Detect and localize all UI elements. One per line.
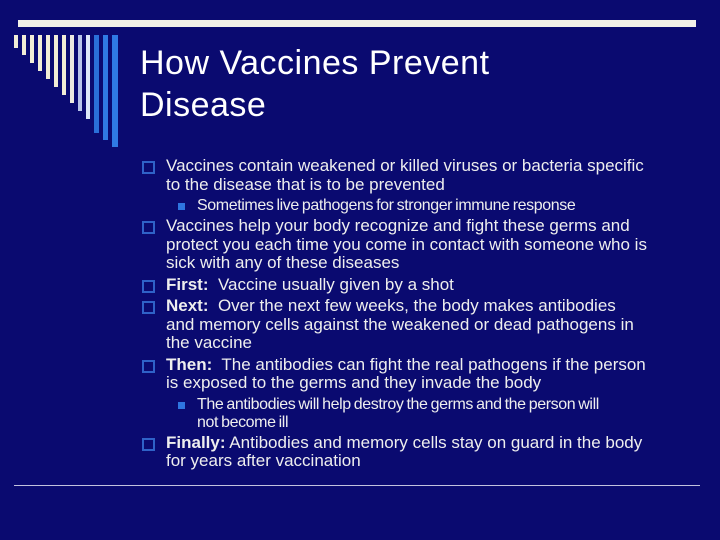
hollow-square-bullet-icon <box>142 280 155 293</box>
bullet-item <box>140 356 702 393</box>
bullet-item <box>140 297 702 353</box>
title-line-2: Disease <box>140 86 267 124</box>
bullet-text-line: Next: Over the next few weeks, the body makes antibodies <box>166 296 616 315</box>
stripe-bar <box>38 35 42 71</box>
hollow-square-bullet-icon <box>142 161 155 174</box>
stripe-staircase-decoration <box>14 35 118 147</box>
stripe-bar <box>94 35 99 133</box>
stripe-bar <box>22 35 26 55</box>
hollow-square-bullet-icon <box>142 301 155 314</box>
bullet-text-line: protect you each time you come in contact with someone who is <box>166 234 647 254</box>
stripe-bar <box>78 35 82 111</box>
stripe-bar <box>112 35 118 147</box>
top-rule-bar <box>18 20 696 27</box>
hollow-square-bullet-icon <box>142 438 155 451</box>
stripe-bar <box>54 35 58 87</box>
stripe-bar <box>62 35 66 95</box>
title-line-1: How Vaccines Prevent <box>140 44 490 82</box>
bullet-text-line: Vaccines contain weakened or killed viruses or bacteria specific <box>166 156 644 175</box>
bullet-text <box>166 434 642 471</box>
bullet-text <box>166 217 647 273</box>
hollow-square-bullet-icon <box>142 221 155 234</box>
stripe-bar <box>46 35 50 79</box>
sub-bullet-item <box>178 396 702 432</box>
bullet-text-line: for years after vaccination <box>166 451 361 470</box>
bullet-text <box>166 276 454 295</box>
bullet-text <box>166 297 634 353</box>
stripe-bar <box>14 35 18 48</box>
filled-square-bullet-icon <box>178 402 185 409</box>
footer-divider-line <box>14 485 700 486</box>
stripe-bar <box>70 35 74 103</box>
bullet-text <box>166 157 644 194</box>
hollow-square-bullet-icon <box>142 360 155 373</box>
bullet-text-line: The antibodies will help destroy the germs and the person will <box>197 395 599 413</box>
bullet-text-line: sick with any of these diseases <box>166 253 400 272</box>
stripe-bar <box>103 35 108 140</box>
page-title <box>140 42 700 126</box>
bullet-text <box>166 356 646 393</box>
bullet-item <box>140 276 702 295</box>
bullet-text-line: Then: The antibodies can fight the real pathogens if the person <box>166 354 646 374</box>
stripe-bar <box>30 35 34 63</box>
bullet-text-line: and memory cells against the weakened or dead pathogens in <box>166 314 634 334</box>
sub-bullet-item <box>178 197 702 215</box>
bullet-text-line: the vaccine <box>166 333 252 352</box>
bullet-text-line: to the disease that is to be prevented <box>166 174 445 194</box>
filled-square-bullet-icon <box>178 203 185 210</box>
bullet-item <box>140 434 702 471</box>
bullet-text <box>197 396 599 432</box>
bullet-text-line: First: Vaccine usually given by a shot <box>166 274 454 294</box>
bullet-text-line: Finally: Antibodies and memory cells stay on guard in the body <box>166 432 643 452</box>
bullet-item <box>140 157 702 194</box>
bullet-text-line: Vaccines help your body recognize and fight these germs and <box>166 216 630 235</box>
bullet-list <box>140 157 702 474</box>
stripe-bar <box>86 35 90 119</box>
bullet-text-line: not become ill <box>197 413 289 431</box>
bullet-text <box>197 197 575 215</box>
bullet-text-line: Sometimes live pathogens for stronger immune response <box>197 197 576 214</box>
bullet-text-line: is exposed to the germs and they invade the body <box>166 373 542 392</box>
bullet-item <box>140 217 702 273</box>
